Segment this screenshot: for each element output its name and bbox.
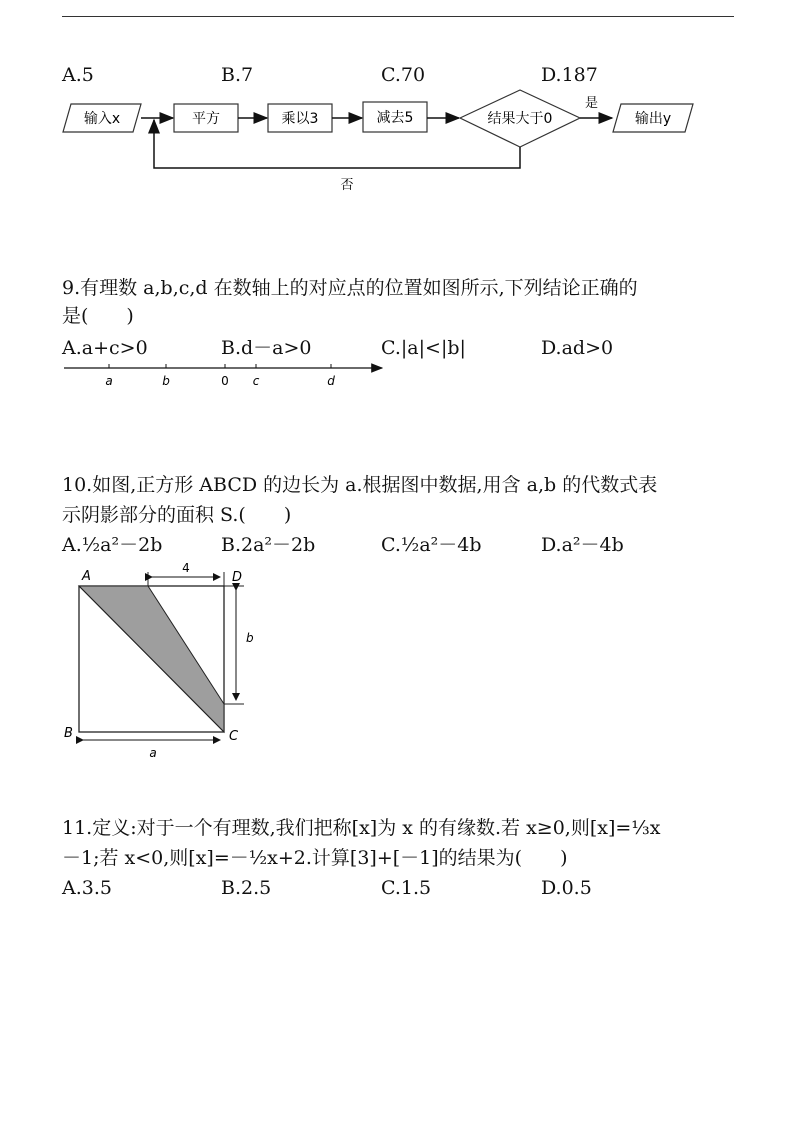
dim-label-b: b	[246, 631, 254, 645]
q10-stem-line2: 示阴影部分的面积 S.( )	[62, 504, 292, 526]
q11-option-d: D.0.5	[541, 877, 592, 899]
vertex-a: A	[82, 569, 91, 584]
vertex-b: B	[64, 726, 73, 741]
q11-option-a: A.3.5	[62, 877, 112, 899]
q10-option-b: B.2a²－2b	[221, 534, 316, 556]
axis-label-d: d	[327, 374, 335, 388]
axis-label-a: a	[105, 374, 113, 388]
q10-square-figure	[60, 560, 260, 762]
dim-label-4: 4	[182, 561, 190, 575]
q10-option-a: A.½a²－2b	[62, 534, 163, 556]
flow-times3-label: 乘以3	[281, 111, 319, 127]
q10-stem-line1: 10.如图,正方形 ABCD 的边长为 a.根据图中数据,用含 a,b 的代数式表	[62, 474, 658, 496]
q8-option-a: A.5	[62, 64, 94, 86]
q11-option-b: B.2.5	[221, 877, 272, 899]
vertex-c: C	[229, 729, 239, 744]
q8-option-c: C.70	[381, 64, 426, 86]
flow-no-label: 否	[340, 178, 354, 193]
q11-option-c: C.1.5	[381, 877, 432, 899]
vertex-d: D	[232, 570, 243, 585]
q8-option-d: D.187	[541, 64, 598, 86]
q10-option-c: C.½a²－4b	[381, 534, 482, 556]
flow-decision-label: 结果大于0	[487, 111, 553, 127]
flow-output-label: 输出y	[634, 111, 672, 127]
axis-label-c: c	[252, 374, 260, 388]
q9-stem-line2: 是( )	[62, 305, 134, 327]
flow-minus5-label: 减去5	[376, 110, 414, 126]
q8-flowchart	[55, 88, 715, 198]
flow-input-label: 输入x	[83, 111, 121, 127]
q10-option-d: D.a²－4b	[541, 534, 624, 556]
axis-label-b: b	[162, 374, 170, 388]
dim-label-a: a	[149, 746, 157, 760]
flow-square-label: 平方	[192, 111, 220, 127]
q9-option-c: C.|a|<|b|	[381, 337, 466, 359]
q9-number-line	[60, 358, 390, 392]
q9-option-a: A.a+c>0	[62, 337, 148, 359]
q11-stem-line2: －1;若 x<0,则[x]=－½x+2.计算[3]+[－1]的结果为( )	[62, 847, 568, 869]
q9-option-b: B.d－a>0	[221, 337, 312, 359]
q8-option-b: B.7	[221, 64, 254, 86]
top-rule	[62, 16, 734, 17]
flow-yes-label: 是	[585, 96, 599, 111]
axis-label-zero: 0	[221, 374, 229, 388]
q9-stem-line1: 9.有理数 a,b,c,d 在数轴上的对应点的位置如图所示,下列结论正确的	[62, 277, 638, 299]
q9-option-d: D.ad>0	[541, 337, 614, 359]
q11-stem-line1: 11.定义:对于一个有理数,我们把称[x]为 x 的有缘数.若 x≥0,则[x]=⅓x	[62, 817, 661, 839]
